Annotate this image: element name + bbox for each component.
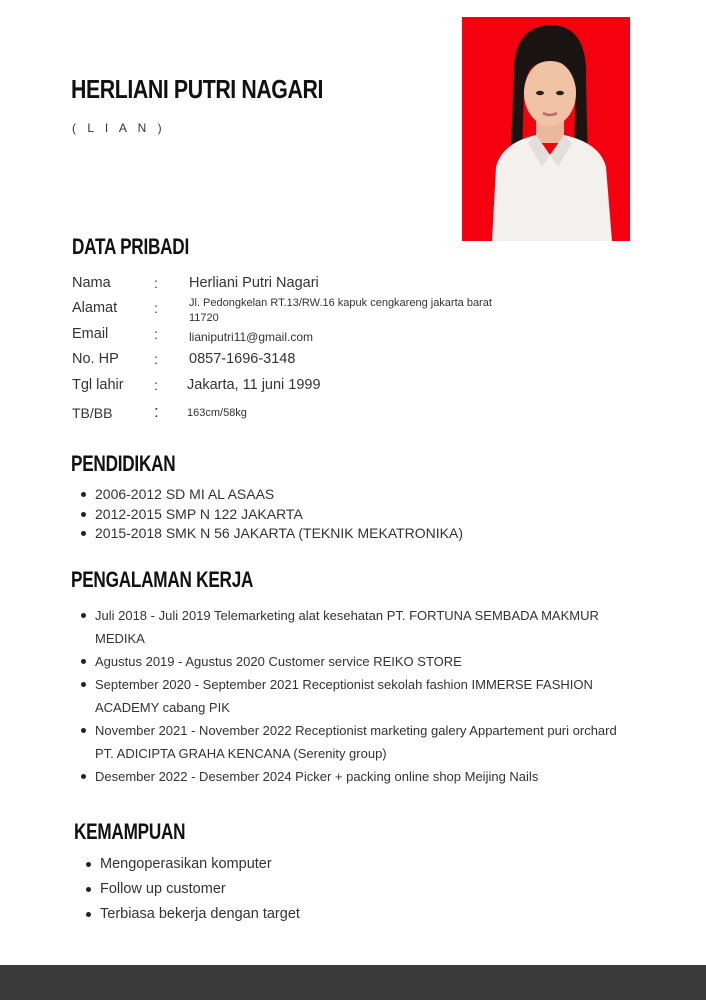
row-separator: :	[154, 275, 158, 291]
experience-list	[81, 604, 621, 788]
row-separator: :	[154, 300, 158, 316]
list-item: Juli 2018 - Juli 2019 Telemarketing alat kesehatan PT. FORTUNA SEMBADA MAKMUR MEDIKA	[81, 604, 621, 650]
row-value: Herliani Putri Nagari	[189, 275, 319, 291]
education-list	[81, 485, 641, 544]
candidate-name: HERLIANI PUTRI NAGARI	[71, 74, 323, 104]
row-value: Jakarta, 11 juni 1999	[187, 377, 321, 393]
list-item: Follow up customer	[86, 877, 486, 902]
section-heading-skills: KEMAMPUAN	[74, 819, 186, 844]
row-label: No. HP	[72, 351, 119, 367]
section-heading-experience: PENGALAMAN KERJA	[71, 567, 254, 592]
row-label: Tgl lahir	[72, 377, 124, 393]
profile-photo	[462, 17, 630, 241]
row-separator: :	[154, 351, 158, 367]
row-separator: :	[154, 377, 158, 393]
list-item: Terbiasa bekerja dengan target	[86, 902, 486, 927]
footer-bar	[0, 965, 706, 1000]
list-item: 2012-2015 SMP N 122 JAKARTA	[81, 505, 641, 525]
row-value: 163cm/58kg	[187, 407, 247, 419]
person-portrait-icon	[462, 17, 630, 241]
row-separator: :	[154, 402, 159, 421]
row-label: TB/BB	[72, 405, 113, 421]
skills-list	[86, 852, 486, 927]
section-heading-personal: DATA PRIBADI	[72, 234, 189, 259]
section-heading-education: PENDIDIKAN	[71, 451, 176, 476]
row-value: Jl. Pedongkelan RT.13/RW.16 kapuk cengkareng jakarta barat 11720	[189, 297, 492, 324]
list-item: Agustus 2019 - Agustus 2020 Customer service REIKO STORE	[81, 650, 621, 673]
list-item: 2015-2018 SMK N 56 JAKARTA (TEKNIK MEKATRONIKA)	[81, 524, 641, 544]
list-item: Desember 2022 - Desember 2024 Picker + packing online shop Meijing Nails	[81, 765, 621, 788]
row-label: Alamat	[72, 300, 118, 316]
row-label: Email	[72, 326, 109, 342]
row-separator: :	[154, 326, 158, 342]
list-item: September 2020 - September 2021 Receptionist sekolah fashion IMMERSE FASHION ACADEMY cabang PIK	[81, 673, 621, 719]
row-value: 0857-1696-3148	[189, 351, 296, 367]
row-value: lianiputri11@gmail.com	[189, 330, 314, 344]
row-label: Nama	[72, 275, 111, 291]
list-item: Mengoperasikan komputer	[86, 852, 486, 877]
list-item: 2006-2012 SD MI AL ASAAS	[81, 485, 641, 505]
list-item: November 2021 - November 2022 Receptionist marketing galery Appartement puri orchard PT. ADICIPTA GRAHA KENCANA (Serenity group)	[81, 719, 621, 765]
candidate-nickname: ( L I A N )	[72, 121, 166, 135]
